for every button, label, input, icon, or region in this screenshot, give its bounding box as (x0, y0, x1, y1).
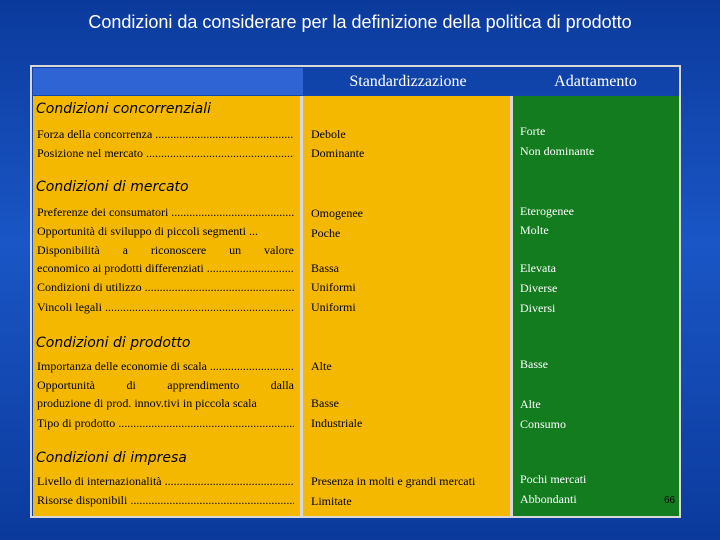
standard-value: Omogenee (311, 206, 363, 220)
adapt-value: Molte (520, 223, 549, 237)
condition-label: Forza della concorrenza ..... (37, 125, 294, 143)
page-number: 66 (664, 495, 676, 506)
standard-value: Uniformi (311, 280, 356, 294)
condition-label: Posizione nel mercato ..... (37, 144, 294, 162)
adapt-value: Consumo (520, 417, 567, 431)
adapt-value: Forte (520, 124, 546, 138)
condition-label: economico ai prodotti differenziati ..... (37, 259, 294, 277)
standard-value: Bassa (311, 261, 339, 275)
standard-value: Presenza in molti e grandi mercati (311, 474, 476, 488)
condition-label: Importanza delle economie di scala ..... (37, 357, 294, 375)
adapt-value: Diverse (520, 281, 558, 295)
header-standardizzazione: Standardizzazione (349, 73, 467, 90)
header-blank-cell (33, 68, 303, 95)
condition-label: Preferenze dei consumatori ..... (37, 203, 294, 221)
section-heading: Condizioni concorrenziali (36, 101, 211, 117)
adapt-value: Elevata (520, 261, 556, 275)
adapt-value: Diversi (520, 301, 556, 315)
slide-title: Condizioni da considerare per la definizione della politica di prodotto (88, 12, 632, 32)
condition-label: Risorse disponibili ..... (37, 491, 294, 509)
standard-value: Uniformi (311, 300, 356, 314)
adapt-value: Alte (520, 397, 541, 411)
condition-label: produzione di prod. innov.tivi in piccola scala (37, 396, 257, 410)
standard-value: Debole (311, 127, 346, 141)
standard-value: Alte (311, 359, 332, 373)
condition-label: Vincoli legali ..... (37, 298, 294, 316)
standard-value: Poche (311, 226, 341, 240)
header-adattamento: Adattamento (554, 73, 637, 90)
condition-label: Opportunità di apprendimento dalla (37, 378, 294, 392)
standard-value: Basse (311, 396, 339, 410)
standard-value: Industriale (311, 416, 363, 430)
adapt-value: Abbondanti (520, 492, 577, 506)
condition-label: Opportunità di sviluppo di piccoli segmenti ... (37, 224, 258, 238)
section-heading: Condizioni di impresa (36, 450, 187, 466)
standard-value: Limitate (311, 494, 352, 508)
adapt-value: Eterogenee (520, 204, 574, 218)
adapt-value: Non dominante (520, 144, 595, 158)
condition-label: Disponibilità a riconoscere un valore (37, 243, 294, 257)
standard-value: Dominante (311, 146, 365, 160)
section-heading: Condizioni di mercato (36, 179, 189, 195)
section-heading: Condizioni di prodotto (36, 335, 191, 351)
adapt-value: Pochi mercati (520, 472, 587, 486)
condition-label: Condizioni di utilizzo ..... (37, 278, 294, 296)
adapt-value: Basse (520, 357, 548, 371)
condition-label: Livello di internazionalità ..... (37, 472, 294, 490)
condition-label: Tipo di prodotto ..... (37, 414, 294, 432)
